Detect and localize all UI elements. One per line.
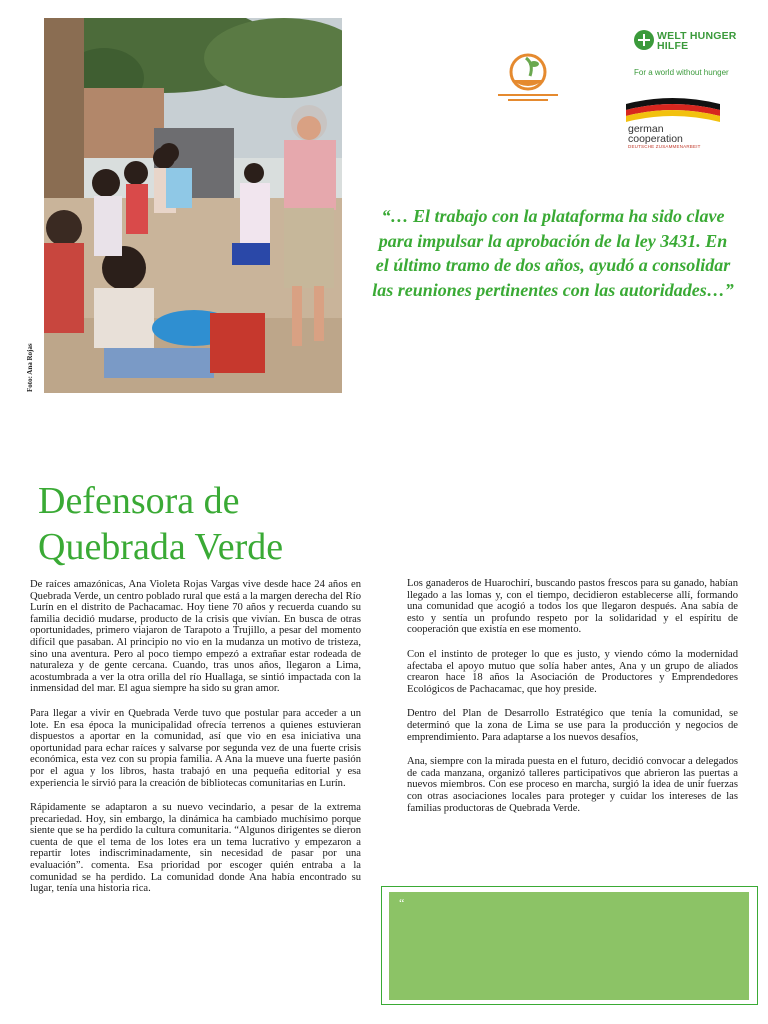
paragraph: Con el instinto de proteger lo que es justo, y viendo cómo la modernidad afectaba el apoyo mutuo que solía haber antes, Ana y un grupo de aliados crearon hace 18 años la Asociación de Productores y Emprendedores Ecológicos de Pachacamac, que hoy preside. (407, 648, 738, 695)
whh-tagline: For a world without hunger (634, 68, 729, 77)
callout-quote-mark: “ (399, 896, 405, 910)
paragraph: Rápidamente se adaptaron a su nuevo vecindario, a pesar de la extrema precariedad. Hoy, sin embargo, la dinámica ha cambiado muchísimo porque siente que se ha perdido la cultura comunitaria. “Algunos dirigentes se dieron cuenta de que el tema de los lotes era un tema lucrativo y empezaron a repartir lotes indiscriminadamente, sin necesidad de pasar por una evaluación”. comenta. Esa prioridad por escoger quién entraba a la comunidad se ha perdido. La comunidad donde Ana había encontrado su lugar, tenía una historia rica. (30, 802, 361, 895)
photo-credit: Foto: Ana Rojas (26, 343, 34, 392)
cima-logo (490, 50, 566, 106)
german-cooperation-name: german cooperation (628, 123, 683, 145)
article-title: Defensora de Quebrada Verde (38, 480, 284, 568)
hero-photo (44, 18, 342, 393)
paragraph: Dentro del Plan de Desarrollo Estratégico que tenía la comunidad, se determinó que la zona de Lima se use para la producción y negocios de emprendimiento. Para adaptarse a los nuevos desafíos, (407, 708, 738, 743)
callout-box-fill (389, 892, 749, 1000)
paragraph: Ana, siempre con la mirada puesta en el futuro, decidió convocar a delegados de cada manzana, organizó talleres participativos que abrieron las puertas a nuevos miembros. Con ese proceso en marcha, surgió la idea de unir fuerzas con otras asociaciones locales para proteger y cuidar los intereses de las familias productoras de Quebrada Verde. (407, 756, 738, 814)
whh-name: WELT HUNGER HILFE (657, 30, 737, 52)
paragraph: Los ganaderos de Huarochirí, buscando pastos frescos para su ganado, habían llegado a las lomas y, con el tiempo, decidieron establecerse allí, formando una comunidad que acogió a todos los que llegaron después. Ana sabía de esto y sentía un profundo respeto por la solidaridad y el espíritu de cooperación que existía en ese momento. (407, 578, 738, 636)
right-column (407, 578, 738, 827)
paragraph: Para llegar a vivir en Quebrada Verde tuvo que postular para acceder a un lote. En esa época la municipalidad ofrecía terrenos a quienes estuvieran dispuestos a aportar en la comunidad, así que vio en esa iniciativa una oportunidad para echar raíces y salvarse por segunda vez de una fuerte crisis económica, esta vez con su propia familia. A Ana la mueve una fuerte pasión por el agua y los libros, hasta trabajó en una pequeña editorial y esa experiencia le sirvió para la creación de bibliotecas comunitarias en Lurín. (30, 707, 361, 789)
left-column (30, 579, 361, 908)
paragraph: De raíces amazónicas, Ana Violeta Rojas Vargas vive desde hace 24 años en Quebrada Verde, un centro poblado rural que está a la margen derecha del Río Lurín en el distrito de Pachacamac. Hoy tiene 70 años y recuerda cuando su familia decidió mudarse, producto de la crisis que vivían. En busca de otras oportunidades, primero viajaron de Tarapoto a Trujillo, a pesar del momento difícil que pasaban. Al principio no vio en la mudanza un motivo de tristeza, sino una aventura. Pero al poco tiempo empezó a extrañar estar rodeada de naturaleza y de gente cercana. Cuando, tras unos años, llegaron a Lima, acostumbrada a ver la otra orilla del río Huallaga, se sintió impactada con la inmensidad del mar. El agua siempre ha sido su gran amor. (30, 579, 361, 695)
german-cooperation-subtitle: DEUTSCHE ZUSAMMENARBEIT (628, 144, 701, 149)
photo-illustration (44, 18, 342, 393)
pull-quote: “… El trabajo con la plataforma ha sido clave para impulsar la aprobación de la ley 3431. En el último tramo de dos años, ayudó a consolidar las reuniones pertinentes con las autoridades…” (372, 206, 734, 300)
callout-box (381, 886, 758, 1005)
